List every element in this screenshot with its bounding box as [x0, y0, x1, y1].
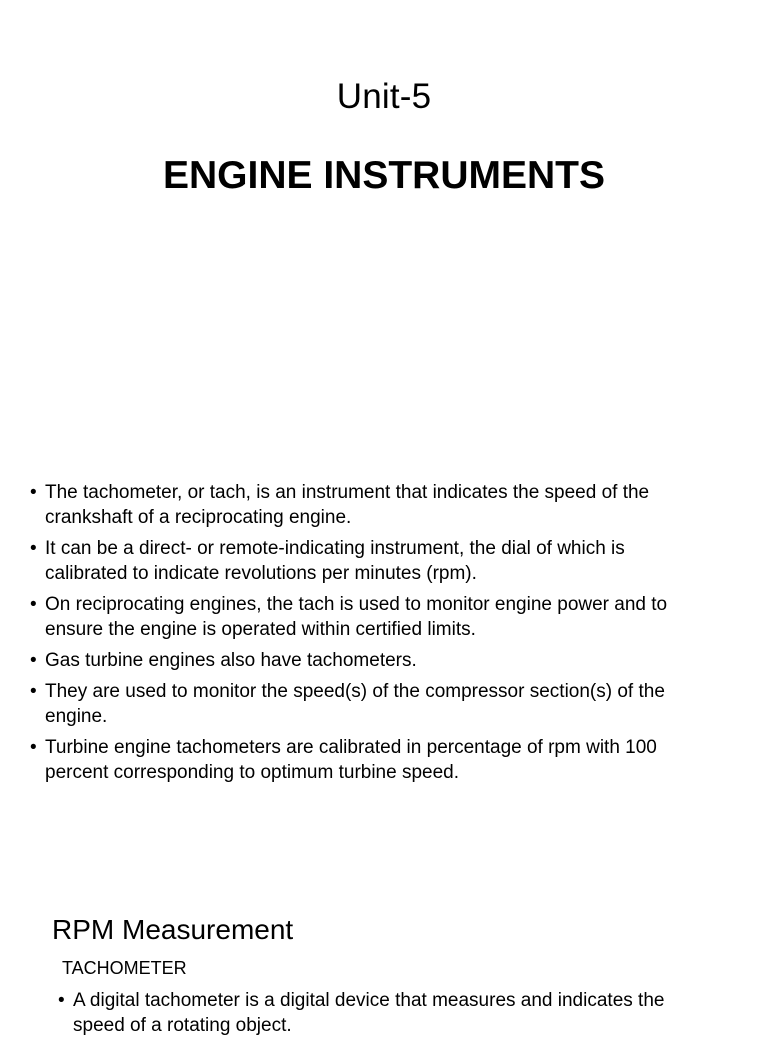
bullet-icon: •	[30, 594, 37, 615]
slide-title: ENGINE INSTRUMENTS	[162, 154, 606, 197]
bullet-list	[58, 988, 698, 1044]
bullet-icon: •	[30, 681, 37, 702]
sub-heading: TACHOMETER	[62, 958, 187, 978]
bullet-text: It can be a direct- or remote-indicating instrument, the dial of which is calibrated to indicate revolutions per minutes (rpm).	[45, 538, 625, 584]
bullet-text: On reciprocating engines, the tach is used to monitor engine power and to ensure the engine is operated within certified limits.	[45, 594, 668, 640]
section-heading: RPM Measurement	[52, 914, 294, 945]
bullet-icon: •	[30, 650, 37, 671]
bullet-text: Gas turbine engines also have tachometers.	[45, 650, 417, 671]
bullet-text: Turbine engine tachometers are calibrated in percentage of rpm with 100 percent corresponding to optimum turbine speed.	[45, 737, 657, 783]
bullet-list	[30, 480, 690, 791]
bullet-text: A digital tachometer is a digital device that measures and indicates the speed of a rotating object.	[73, 990, 665, 1036]
bullet-icon: •	[30, 482, 37, 503]
bullet-item	[30, 735, 690, 785]
tachometer-slide	[0, 440, 768, 880]
bullet-item	[30, 480, 690, 530]
bullet-icon: •	[30, 737, 37, 758]
bullet-item	[30, 648, 690, 673]
bullet-icon: •	[30, 538, 37, 559]
bullet-item	[30, 592, 690, 642]
bullet-item	[58, 988, 698, 1038]
bullet-text: They are used to monitor the speed(s) of the compressor section(s) of the engine.	[45, 681, 665, 727]
rpm-measurement-slide	[0, 880, 768, 1036]
unit-label: Unit-5	[336, 77, 432, 116]
title-slide	[0, 0, 768, 440]
bullet-item	[30, 679, 690, 729]
bullet-text: The tachometer, or tach, is an instrument that indicates the speed of the crankshaft of a reciprocating engine.	[45, 482, 650, 528]
bullet-item	[30, 536, 690, 586]
bullet-icon: •	[58, 990, 65, 1011]
